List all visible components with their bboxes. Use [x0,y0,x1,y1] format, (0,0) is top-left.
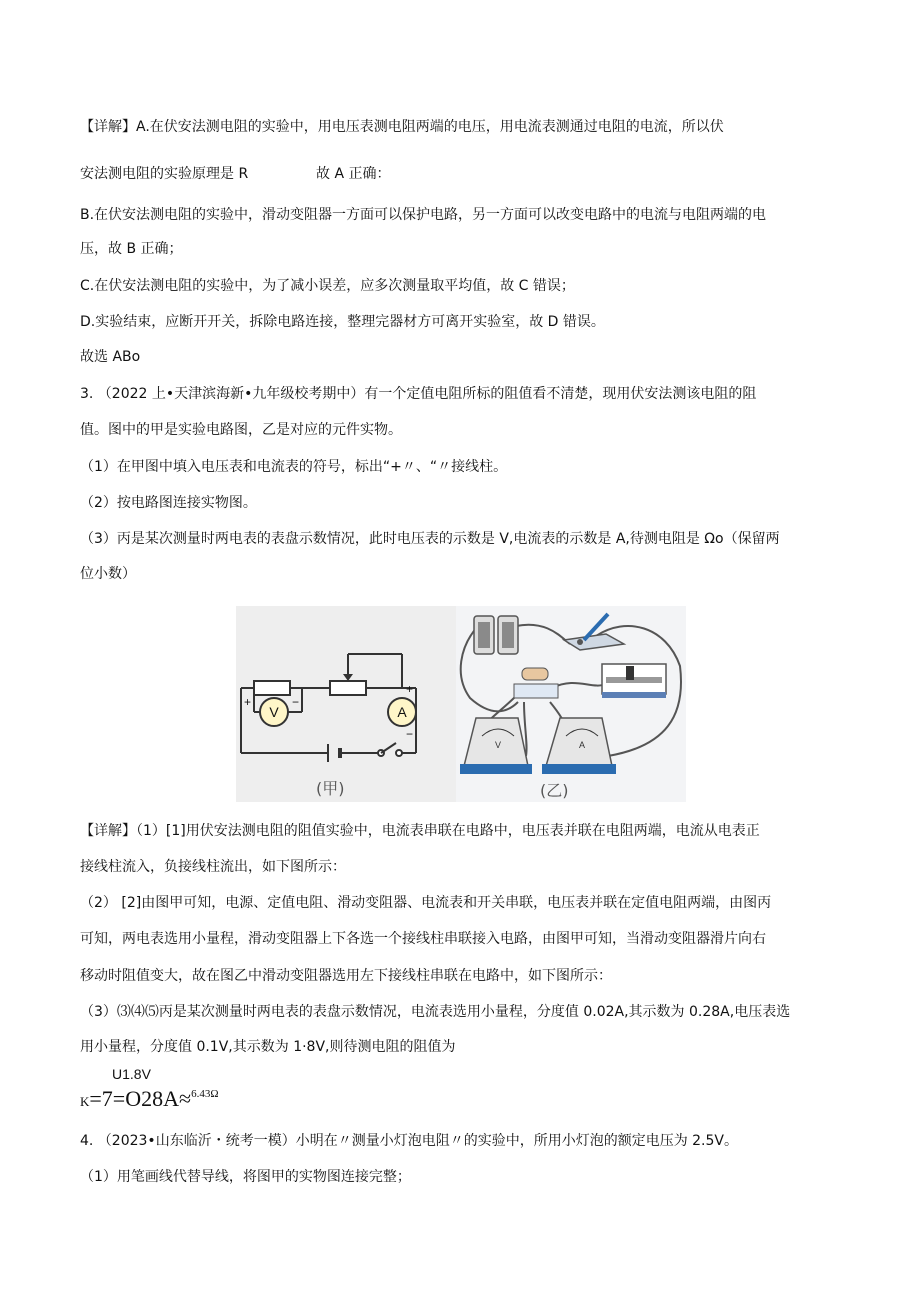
text-line: 移动时阻值变大，故在图乙中滑动变阻器选用左下接线柱串联在电路中，如下图所示： [80,968,612,984]
text-line: 位小数） [80,566,136,582]
svg-text:+: + [244,695,252,709]
formula-numerator: U1.8V [112,1066,151,1082]
svg-text:+: + [406,682,414,696]
resistor [254,681,290,695]
text-line: （3）⑶⑷⑸丙是某次测量时两电表的表盘示数情况，电流表选用小量程，分度值 0.02A,其示数为 0.28A,电压表选 [80,1004,791,1020]
physical-circuit-yi [456,606,686,802]
text-line: （3）丙是某次测量时两电表的表盘示数情况，此时电压表的示数是 V,电流表的示数是 A,待测电阻是 Ωo（保留两 [80,531,780,547]
formula-result: 6.43Ω [191,1088,219,1100]
text-line: （1）用笔画线代替导线，将图甲的实物图连接完整； [80,1169,411,1185]
text-line: 压，故 B 正确； [80,241,183,257]
svg-text:A: A [397,704,407,720]
text-line: 可知，两电表选用小量程，滑动变阻器上下各选一个接线柱串联接入电路，由图甲可知，当滑动变阻器滑片向右 [80,931,766,947]
resistance-formula [80,1066,219,1112]
formula-body: =7=O28A≈ [89,1086,192,1111]
rheostat-device [602,664,666,698]
rheostat [330,681,366,695]
text-line: 值。图中的甲是实验电路图，乙是对应的元件实物。 [80,422,402,438]
svg-text:A: A [578,740,586,750]
svg-text:(甲): (甲) [316,779,345,798]
text-line: 【详解】A.在伏安法测电阻的实验中，用电压表测电阻两端的电压，用电流表测通过电阻的电流，所以伏 [80,119,724,135]
text-line: 【详解】（1）[1]用伏安法测电阻的阻值实验中，电流表串联在电路中，电压表并联在电阻两端，电流从电表正 [80,823,760,839]
svg-text:V: V [269,704,279,720]
question-4-header: 4. （2023•山东临沂・统考一模）小明在〃测量小灯泡电阻〃的实验中，所用小灯泡的额定电压为 2.5V。 [80,1133,738,1149]
svg-text:(乙): (乙) [540,781,569,800]
text-line: （2） [2]由图甲可知，电源、定值电阻、滑动变阻器、电流表和开关串联，电压表并联在定值电阻两端，由图丙 [80,895,772,911]
svg-text:−: − [292,695,300,709]
text-line: 接线柱流入，负接线柱流出，如下图所示： [80,859,346,875]
text-line: （1）在甲图中填入电压表和电流表的符号，标出“+〃、“〃接线柱。 [80,459,508,475]
circuit-diagram-jia [236,606,456,802]
text-line: （2）按电路图连接实物图。 [80,495,257,511]
formula-k: K [80,1094,90,1109]
svg-text:V: V [494,740,502,750]
text-line: 安法测电阻的实验原理是 R [80,166,249,182]
svg-text:−: − [406,727,414,741]
text-line: C.在伏安法测电阻的实验中，为了减小误差，应多次测量取平均值，故 C 错误； [80,278,575,294]
text-line: 故选 ABo [80,349,141,365]
text-line: D.实验结束，应断开开关，拆除电路连接，整理完器材方可离开实验室，故 D 错误。 [80,314,605,330]
text-line: 故 A 正确： [316,166,391,182]
question-3-header: 3. （2022 上•天津滨海新•九年级校考期中）有一个定值电阻所标的阻值看不清楚，现用伏安法测该电阻的阻 [80,386,757,402]
text-line: 用小量程，分度值 0.1V,其示数为 1·8V,则待测电阻的阻值为 [80,1039,456,1055]
text-line: B.在伏安法测电阻的实验中，滑动变阻器一方面可以保护电路，另一方面可以改变电路中的电流与电阻两端的电 [80,207,767,223]
